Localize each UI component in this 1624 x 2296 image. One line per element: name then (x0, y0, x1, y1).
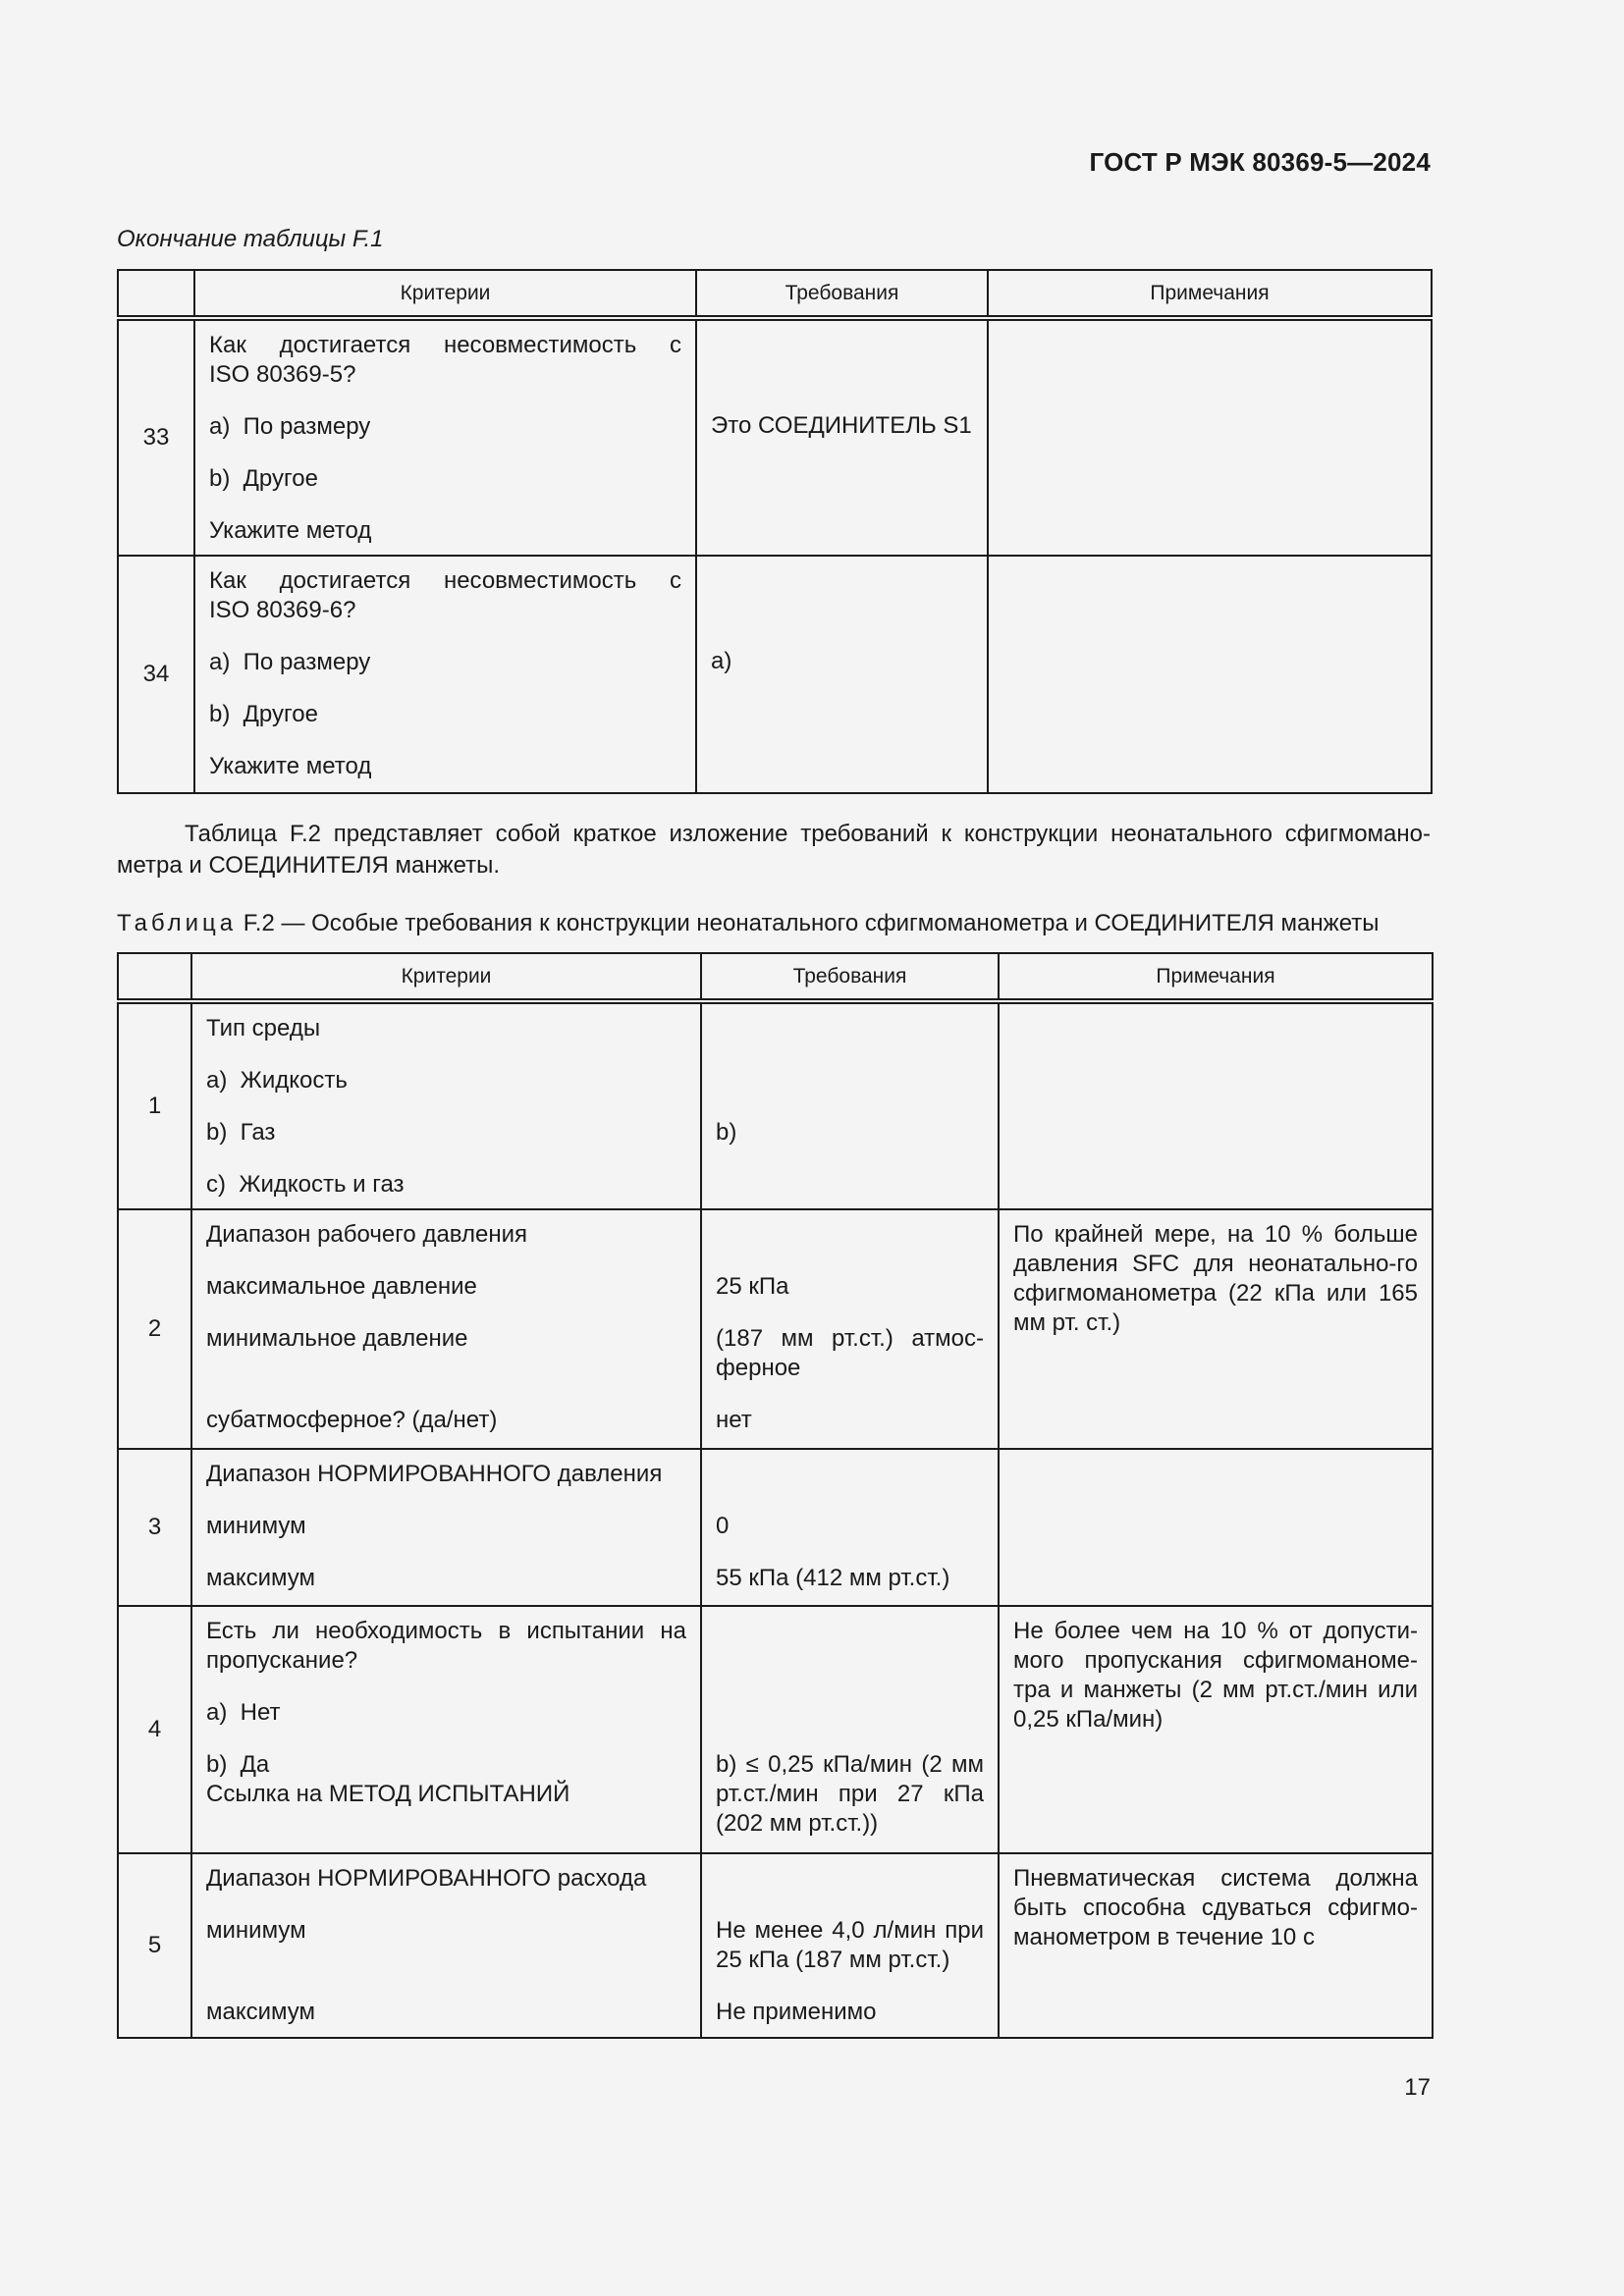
requirement-text: 25 кПа (716, 1273, 789, 1300)
table-row (118, 1449, 1433, 1606)
option-b: b) Да (206, 1751, 270, 1778)
criteria-cell (191, 1853, 701, 2038)
criteria-line: ISO 80369-5? (209, 361, 356, 388)
criteria-line: Диапазон рабочего давления (206, 1221, 527, 1248)
table-row (118, 1853, 1433, 2038)
table-row (118, 1606, 1433, 1853)
method-line: Укажите метод (209, 753, 372, 779)
requirement-text: 55 кПа (412 мм рт.ст.) (716, 1565, 950, 1591)
criteria-line: минимальное давление (206, 1325, 468, 1352)
note-cell (999, 1449, 1433, 1606)
criteria-line: Есть ли необходимость в испытании на пропускание? (206, 1618, 686, 1674)
criteria-line: Диапазон НОРМИРОВАННОГО давления (206, 1461, 663, 1487)
requirement-cell (701, 1209, 999, 1449)
row-number: 33 (118, 318, 194, 556)
criteria-cell (191, 1209, 701, 1449)
criteria-line: максимум (206, 1565, 316, 1591)
requirement-text: b) ≤ 0,25 кПа/мин (2 мм рт.ст./мин при 27 кПа (202 мм рт.ст.)) (716, 1751, 984, 1837)
note-text: По крайней мере, на 10 % больше давления SFC для неонатально-го сфигмоманометра (22 кПа или 165 мм рт. ст.) (1013, 1221, 1418, 1336)
criteria-line: минимум (206, 1513, 306, 1539)
col-criteria: Критерии (194, 270, 696, 318)
criteria-line: Как достигается несовместимость с (209, 332, 681, 358)
criteria-cell (194, 556, 696, 793)
row-number: 1 (118, 1001, 191, 1209)
option-c: c) Жидкость и газ (206, 1171, 405, 1198)
criteria-line: максимум (206, 1999, 316, 2025)
requirement-cell (696, 556, 988, 793)
page-number: 17 (1404, 2074, 1431, 2101)
option-b: b) Другое (209, 701, 318, 727)
note-cell (999, 1853, 1433, 2038)
method-line: Укажите метод (209, 517, 372, 544)
option-a: a) По размеру (209, 413, 371, 440)
option-b: b) Газ (206, 1119, 276, 1146)
note-text: Не более чем на 10 % от допусти-мого пропускания сфигмоманоме-тра и манжеты (2 мм рт.ст./мин или 0,25 кПа/мин) (1013, 1618, 1418, 1733)
requirement-text: b) (716, 1119, 737, 1146)
table-row (118, 1209, 1433, 1449)
col-requirements: Требования (696, 270, 988, 318)
row-number: 34 (118, 556, 194, 793)
document-id: ГОСТ Р МЭК 80369-5—2024 (1089, 147, 1431, 177)
requirement-cell (701, 1853, 999, 2038)
option-a: a) Нет (206, 1699, 281, 1726)
criteria-line: ISO 80369-6? (209, 597, 356, 623)
requirement-text: ферное (716, 1355, 801, 1381)
row-number: 2 (118, 1209, 191, 1449)
note-cell (999, 1001, 1433, 1209)
criteria-cell (191, 1001, 701, 1209)
note-cell (999, 1606, 1433, 1853)
requirement-text: Не менее 4,0 л/мин при 25 кПа (187 мм рт.ст.) (716, 1917, 984, 1973)
col-num (118, 270, 194, 318)
criteria-cell (191, 1606, 701, 1853)
criteria-line: Диапазон НОРМИРОВАННОГО расхода (206, 1865, 647, 1892)
requirement-cell (701, 1606, 999, 1853)
table-row (118, 1001, 1433, 1209)
col-criteria: Критерии (191, 953, 701, 1001)
criteria-line: минимум (206, 1917, 306, 1944)
requirement-cell (701, 1449, 999, 1606)
table-row (118, 318, 1432, 556)
requirement-text: Не применимо (716, 1999, 877, 2025)
row-number: 5 (118, 1853, 191, 2038)
criteria-line: Как достигается несовместимость с (209, 567, 681, 594)
col-notes: Примечания (988, 270, 1432, 318)
table-f2 (117, 952, 1434, 2039)
table2-caption (117, 910, 1433, 937)
test-method-reference: Ссылка на МЕТОД ИСПЫТАНИЙ (206, 1781, 570, 1807)
requirement-text: a) (711, 648, 732, 674)
table-header-row (118, 270, 1432, 318)
criteria-cell (194, 318, 696, 556)
requirement-text: нет (716, 1407, 752, 1433)
row-number: 3 (118, 1449, 191, 1606)
requirement-text: Это СОЕДИНИТЕЛЬ S1 (711, 412, 972, 439)
criteria-cell (191, 1449, 701, 1606)
table-row (118, 556, 1432, 793)
table2-caption-text: F.2 — Особые требования к конструкции неонатального сфигмоманометра и СОЕДИНИТЕЛЯ манжеты (243, 910, 1380, 936)
criteria-line: максимальное давление (206, 1273, 477, 1300)
note-cell (988, 318, 1432, 556)
option-a: a) По размеру (209, 649, 371, 675)
row-number: 4 (118, 1606, 191, 1853)
table-f1-end (117, 269, 1433, 794)
option-b: b) Другое (209, 465, 318, 492)
table2-caption-prefix: Таблица (117, 910, 238, 936)
note-cell (999, 1209, 1433, 1449)
col-num (118, 953, 191, 1001)
note-cell (988, 556, 1432, 793)
requirement-text: (187 мм рт.ст.) атмос- (716, 1325, 984, 1352)
table-header-row (118, 953, 1433, 1001)
note-text: Пневматическая система должна быть способна сдуваться сфигмо-манометром в течение 10 с (1013, 1865, 1418, 1950)
requirement-text: 0 (716, 1513, 730, 1539)
criteria-line: Тип среды (206, 1015, 321, 1041)
table1-caption: Окончание таблицы F.1 (117, 226, 384, 252)
col-notes: Примечания (999, 953, 1433, 1001)
col-requirements: Требования (701, 953, 999, 1001)
criteria-line: субатмосферное? (да/нет) (206, 1407, 498, 1433)
requirement-cell (696, 318, 988, 556)
intro-paragraph: Таблица F.2 представляет собой краткое изложение требований к конструкции неонатального сфигмомано-метра и СОЕДИНИТЕЛЯ манжеты. (117, 821, 1431, 879)
requirement-cell (701, 1001, 999, 1209)
option-a: a) Жидкость (206, 1067, 348, 1094)
